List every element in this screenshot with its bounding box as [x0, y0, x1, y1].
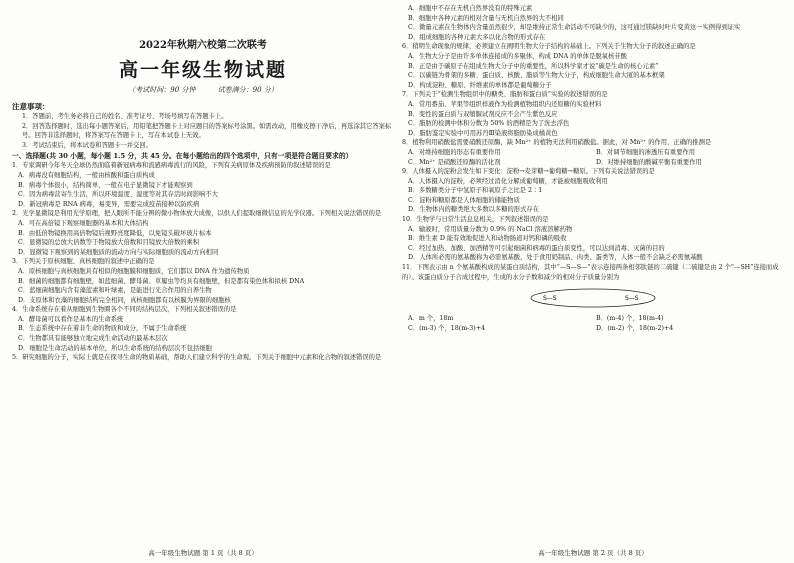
exam-score: 试卷满分：90 分）: [217, 86, 278, 94]
option: D．人体所必需的氨基酸称为必需氨基酸，处于食用奶制品、肉类、蛋类等，人体一般不会缺乏必需氨基酸: [408, 254, 703, 262]
question-11: [402, 263, 784, 333]
question-stem: 6．稍明生命现象的规律，必须建立在阐明生物大分子结构的基础上。下列关于生物大分子的叙述正确的是: [402, 43, 696, 51]
option: D．组成细胞的各种元素大多以化合物的形式存在: [408, 33, 546, 41]
question-stem: 4．生命系统存在着从细胞到生物圈各个不同的结构层次，下列相关叙述错误的是: [12, 306, 237, 314]
option: D．支原体和衣藻的细胞结构完全相同，真核细胞都有以核膜为界限的细胞核: [18, 296, 231, 304]
protein-structure-figure: [523, 285, 663, 311]
question-1: [12, 161, 394, 209]
exam-subtitle: 2022年秋期六校第二次联考: [139, 40, 267, 51]
option: B．维生素 D 能有效地促进人和动物肠道对钙和磷的吸收: [408, 235, 567, 243]
question-5-options: [402, 4, 784, 42]
question-stem: 10．生物学与日常生活息息相关，下列叙述错误的是: [402, 216, 549, 224]
option: B．变性的蛋白质与双缩脲试剂反应不会产生紫色反应: [408, 110, 558, 118]
option: D．构成淀粉、糖原、纤维素的单体都是葡萄糖分子: [408, 81, 552, 89]
option: A．细胞中不存在无机自然界没有的特殊元素: [408, 5, 533, 12]
question-stem: 11．下图表示由 n 个氨基酸构成的某蛋白质结构，其中“—S—S—”表示连接两条相邻肽链的二硫键（二硫键是由 2 个“—SH”连接而成的）。该蛋白质分子合成过程中，生成的水分子数和减少的相对分子质量分别为: [402, 264, 779, 281]
question-2: [12, 209, 394, 257]
option: A．病毒没有细胞结构，一般由核酸和蛋白质构成: [18, 171, 155, 179]
page-footer-2: 高一年级生物试题 第 2 页（共 8 页）: [538, 549, 648, 557]
question-9: [402, 167, 784, 215]
option: A．m 个，18m: [408, 315, 454, 323]
option: D．细胞是生命活动的基本单位，所以生命系统的结构层次不包括细胞: [18, 344, 212, 352]
option: A．输液时，常用质量分数为 0.9% 的 NaCl 溶液溶解药物: [408, 225, 573, 233]
page-footer-1: 高一年级生物试题 第 1 页（共 8 页）: [148, 549, 258, 557]
option: A．常用番茄、苹果等组织样液作为检测植物组织内还原糖的实验材料: [408, 100, 602, 108]
question-4: [12, 305, 394, 353]
option: C．Mn²⁺ 是硝酸还原酶的活化剂: [408, 158, 501, 166]
option: C．生物都具有能够独立地完成生命活动的最基本层次: [18, 335, 168, 343]
notice-title: 注意事项：: [12, 102, 50, 111]
question-stem: 5．研究细胞的分子，实际上就是在探寻生命的物质基础，帮助人们建立科学的生命观。下列关于细胞中元素和化合物的叙述错误的是: [12, 354, 382, 362]
option: D．新冠病毒是 RNA 病毒，易变异，需要完成疫苗接种以防疾病: [18, 200, 200, 208]
notice-item: 1．答题前，考生务必将自己的姓名、准考证号、考场号填写在答题卡上。: [22, 113, 228, 120]
options-grid: [402, 314, 784, 333]
question-7: [402, 90, 784, 138]
question-stem: 7．下列关于“检测生物组织中的糖类、脂肪和蛋白质”实验的叙述错误的是: [402, 91, 608, 99]
option: D．显微镜下观察到的某细胞质的流动方向与实际细胞质的流动方向相同: [18, 248, 219, 256]
right-column: [402, 0, 784, 563]
option: A．酵母菌可以看作是基本的生命系统: [18, 315, 124, 323]
option: C．因为病毒营寄生生活，所以环境温度、湿度等对其存活时间影响不大: [18, 191, 219, 199]
option: C．显微镜的总放大倍数等于物镜放大倍数和目镜放大倍数的乘积: [18, 239, 200, 247]
left-column: [12, 0, 394, 563]
option: B．细胞中各种元素的相对含量与无机自然界的大不相同: [408, 14, 564, 22]
option: B．对调节细胞的渗透压有重要作用: [596, 148, 696, 156]
option: D．生物体内的糖类绝大多数以多糖的形式存在: [408, 206, 539, 214]
option: C．以碳链为骨架的多糖、蛋白质、核酸、脂质等生物大分子，构成细胞生命大厦的基本框架: [408, 72, 665, 80]
disulfide-label-right: S—S: [625, 295, 639, 303]
option: C．经过加热、加酸、加酒精等可引起细菌和病毒的蛋白质变性，可以达到消毒、灭菌的目的: [408, 244, 665, 252]
option: D．(m-2) 个，18(m-2)+4: [596, 324, 674, 332]
option: C．脂肪的检测中体积分数为 50% 的酒精是为了洗去浮色: [408, 120, 570, 128]
question-3: [12, 257, 394, 305]
option: D．对维持细胞的酸碱平衡有重要作用: [596, 158, 702, 166]
option: B．细菌的细胞都有细胞壁，如蓝细菌、酵母菌、草履虫等均具有细胞壁，但是都有染色体和拟核 DNA: [18, 277, 305, 285]
option: A．可在高倍镜下观察细胞器的基本和大体结构: [18, 219, 149, 227]
option: A．对维持细胞的形态有重要作用: [408, 148, 501, 156]
exam-header: [12, 0, 394, 95]
option: A．人体摄入的淀粉，必须经过消化分解成葡萄糖，才能被细胞吸收利用: [408, 177, 608, 185]
question-5: [12, 353, 394, 363]
option: C．淀粉和糖原都是人体细胞的储能物质: [408, 196, 520, 204]
question-6: [402, 42, 784, 90]
exam-meta: [12, 85, 394, 95]
option: A．生物大分子是由许多单体连接成的多聚体，构成 DNA 的单体是脱氧核苷酸: [408, 52, 627, 60]
option: B．正是由于碳原子在组成生物大分子中的重要性，所以科学家才说“碳是生命的核心元素”: [408, 62, 659, 70]
exam-title: 高一年级生物试题: [118, 59, 287, 81]
question-stem: 2．光学显微镜是利用光学原理，把人眼所不能分辨的微小物体放大成像，以供人们提取细微信息的光学仪器。下列相关说法错误的是: [12, 210, 382, 218]
option: B．病毒个体很小，结构简单，一般在电子显微镜下才能观察到: [18, 181, 193, 189]
option: B．(m-4) 个，18(m-4): [596, 315, 664, 323]
protein-diagram: [402, 285, 784, 311]
option: B．多数糖类分子中氢原子和氧原子之比是 2∶1: [408, 187, 543, 195]
section-heading: 一、选择题(共 30 小题，每小题 1.5 分，共 45 分。在每小题给出的四个选项中，只有一项是符合题目要求的）: [12, 152, 353, 161]
option: C．微量元素在生物体内含量虽然很少，却是维持正常生命活动不可缺少的，这可通过镁缺时叶片变黄这一实例得到证实: [408, 24, 741, 32]
disulfide-label-left: S—S: [543, 295, 557, 303]
option: B．由低倍物镜换用高倍物镜后视野亮度降低，以免镜头破坏玻片标本: [18, 229, 212, 237]
options-grid: [402, 148, 784, 167]
question-stem: 8．植物利用硝酸盐需要硝酸还原酶，缺 Mn²⁺ 的植物无法利用硝酸盐。据此，对 Mn²⁺ 的作用，正确的推测是: [402, 139, 712, 147]
question-stem: 1．专家调研今年冬天全球仍然面临着新冠病毒和流感病毒流行的风险，下列有关病原体及疾病预防的叙述错误的是: [12, 162, 331, 170]
notice-item: 3．考试结束后，将本试卷和答题卡一并交回。: [22, 141, 152, 149]
option: A．原核细胞与真核细胞具有相似的细胞膜和细胞质，它们都以 DNA 作为遗传物质: [18, 267, 250, 275]
option: D．脂肪鉴定实验中可用苏丹Ⅲ染液将脂肪染成橘黄色: [408, 129, 558, 137]
question-stem: 3．下列关于原核细胞、真核细胞的叙述中正确的是: [12, 258, 155, 266]
exam-time: （考试时间：90 分钟: [128, 86, 196, 94]
notice-item: 2．回答选择题时，选出每小题答案后，用铅笔把答题卡上对应题目的答案标号涂黑。如需改动，用橡皮擦干净后，再选涂其它答案标号。回答非选择题时，将答案写在答题卡上，写在本试卷上无效。: [22, 122, 392, 140]
option: C．(m-3) 个，18(m-3)+4: [408, 324, 486, 332]
option: B．生态系统中存在着非生命的物质和成分，不属于生命系统: [18, 325, 187, 333]
question-8: [402, 138, 784, 167]
question-stem: 9．人体摄入的淀粉会发生如下变化：淀粉→麦芽糖→葡萄糖→糖原。下列有关说法错误的是: [402, 168, 655, 176]
option: C．蓝细菌细胞内含有藻蓝素和叶绿素，是能进行光合作用的自养生物: [18, 287, 212, 295]
question-10: [402, 215, 784, 263]
